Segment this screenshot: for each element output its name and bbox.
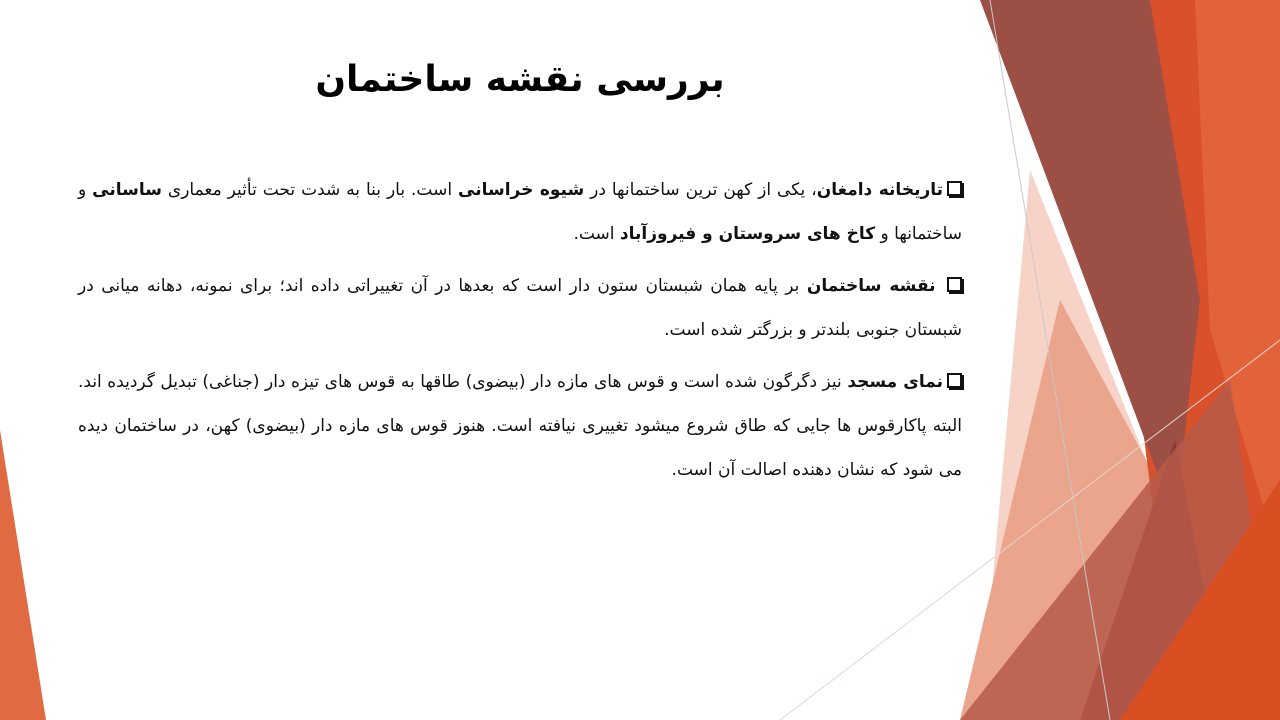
checkbox-square-icon xyxy=(947,181,962,196)
paragraph-building-plan xyxy=(78,264,962,352)
left-accent-shape xyxy=(0,430,46,720)
bold-text: شیوه خراسانی xyxy=(458,180,585,200)
bold-text: تاریخانه دامغان xyxy=(816,180,944,200)
text-span: و ساختمانها و xyxy=(78,180,962,244)
checkbox-square-icon xyxy=(947,277,962,292)
bold-text: نمای مسجد xyxy=(847,372,943,392)
text-span: ، یکی از کهن ترین ساختمانها در xyxy=(584,180,817,200)
slide-title: بررسی نقشه ساختمان xyxy=(315,59,725,100)
bold-text: کاخ های سروستان و فیروزآباد xyxy=(619,224,876,244)
text-span: است. بار بنا به شدت تحت تأثیر معماری xyxy=(161,180,459,200)
paragraph-mosque-facade xyxy=(78,360,962,492)
bold-text: ساسانی xyxy=(92,180,162,200)
content-area xyxy=(78,168,962,500)
checkbox-square-icon xyxy=(947,373,962,388)
bold-text: نقشه ساختمان xyxy=(806,276,936,296)
text-span: نیز دگرگون شده است و قوس های مازه دار (بیضوی) طاقها به قوس های تیزه دار (جناغی) تبدیل گردیده اند. البته پاکارقوس ها جایی که طاق شروع میشود تغییری نیافته است. هنوز قوس های مازه دار (بیضوی) کهن، در ساختمان دیده می شود که نشان دهنده اصالت آن است. xyxy=(78,372,962,480)
paragraph-damghan xyxy=(78,168,962,256)
text-span: بر پایه همان شبستان ستون دار است که بعدها در آن تغییراتی داده اند؛ برای نمونه، دهانه میانی در شبستان جنوبی بلندتر و بزرگتر شده است. xyxy=(78,276,962,340)
text-span: است. xyxy=(573,224,620,244)
